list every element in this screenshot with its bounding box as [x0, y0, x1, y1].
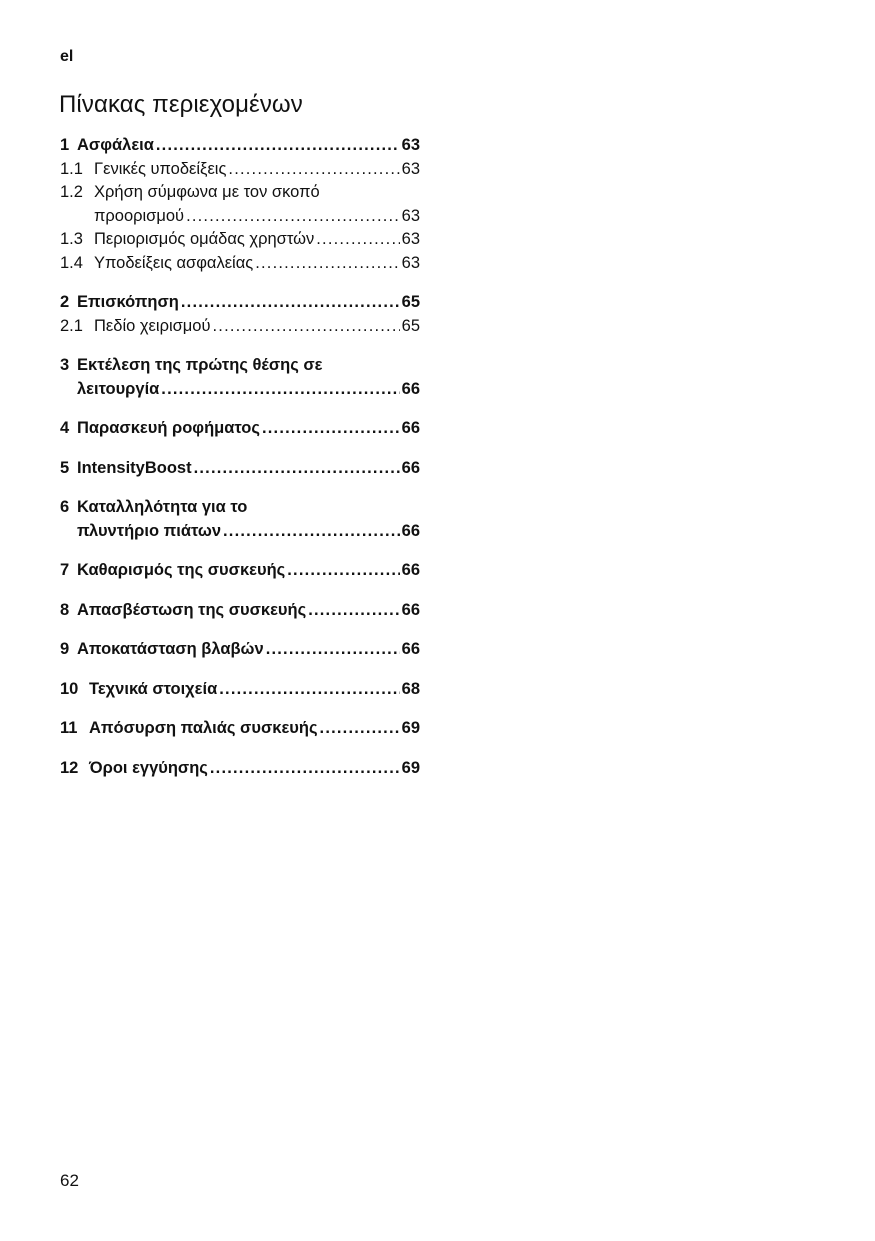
toc-label: Ασφάλεια: [77, 136, 154, 154]
toc-entry-3[interactable]: [60, 354, 420, 378]
toc-entry-1-4[interactable]: [60, 252, 420, 276]
toc-entry-2[interactable]: [60, 291, 420, 315]
toc-number: 12: [60, 758, 79, 777]
toc-number: 9: [60, 640, 70, 658]
toc-number: 1.4: [60, 253, 83, 272]
toc-page: 66: [401, 458, 420, 477]
toc-entry-8[interactable]: [60, 599, 420, 623]
leader-dots: [223, 520, 400, 544]
toc-label: Εκτέλεση της πρώτης θέσης σε: [77, 356, 323, 374]
toc-number: 1: [60, 136, 70, 154]
toc-page: 65: [401, 293, 420, 311]
leader-dots: [320, 717, 400, 741]
toc-entry-1-1[interactable]: [60, 158, 420, 182]
toc-entry-1-3[interactable]: [60, 228, 420, 252]
leader-dots: [255, 252, 399, 276]
toc-label: Αποκατάσταση βλαβών: [77, 640, 264, 658]
leader-dots: [262, 417, 400, 441]
leader-dots: [316, 228, 399, 252]
toc-entry-4[interactable]: [60, 417, 420, 441]
toc-label: Όροι εγγύησης: [89, 758, 208, 777]
toc-number: 7: [60, 561, 70, 579]
toc-page: 66: [401, 561, 420, 579]
leader-dots: [210, 757, 400, 781]
toc-label: Παρασκευή ροφήματος: [77, 419, 260, 437]
toc-label: Χρήση σύμφωνα με τον σκοπό: [94, 183, 320, 201]
toc-number: 11: [60, 719, 78, 737]
toc-label: Τεχνικά στοιχεία: [89, 679, 218, 698]
toc-label: Καταλληλότητα για το: [77, 498, 248, 516]
toc-number: 4: [60, 419, 70, 437]
toc-entry-1-2-cont[interactable]: [60, 205, 420, 229]
toc-page: 66: [401, 419, 420, 437]
leader-dots: [266, 638, 400, 662]
toc-label: Καθαρισμός της συσκευής: [77, 561, 286, 579]
toc-page: 63: [401, 206, 420, 225]
toc-label-continued: πλυντήριο πιάτων: [77, 521, 222, 540]
toc-page: 69: [401, 719, 420, 737]
toc-entry-6[interactable]: [60, 496, 420, 520]
toc-label: Απόσυρση παλιάς συσκευής: [89, 719, 318, 737]
toc-label: Γενικές υποδείξεις: [94, 159, 227, 178]
toc-number: 1.1: [60, 159, 83, 178]
toc-label: Απασβέστωση της συσκευής: [77, 600, 307, 619]
toc-label: Επισκόπηση: [77, 293, 179, 311]
page-title: Πίνακας περιεχομένων: [59, 91, 303, 118]
toc-label-continued: προορισμού: [94, 206, 185, 225]
toc-number: 1.3: [60, 230, 83, 248]
toc-number: 8: [60, 600, 70, 619]
toc-label: IntensityBoost: [77, 458, 192, 477]
toc-number: 5: [60, 458, 70, 477]
toc-entry-2-1[interactable]: [60, 315, 420, 339]
toc-number: 2: [60, 293, 70, 311]
toc-page: 69: [401, 758, 420, 777]
toc-page: 65: [401, 316, 420, 335]
toc-number: 10: [60, 679, 79, 698]
toc-number: 1.2: [60, 183, 83, 201]
toc-page: 63: [401, 136, 420, 154]
toc-page: 68: [401, 679, 420, 698]
toc-label-continued: λειτουργία: [77, 379, 160, 398]
toc-page: 66: [401, 640, 420, 658]
toc-entry-1[interactable]: [60, 134, 420, 158]
leader-dots: [219, 678, 399, 702]
toc-number: 2.1: [60, 316, 83, 335]
leader-dots: [308, 599, 399, 623]
leader-dots: [194, 457, 400, 481]
toc-entry-11[interactable]: [60, 717, 420, 741]
toc-page: 66: [401, 600, 420, 619]
toc-page: 63: [401, 253, 420, 272]
page-number: 62: [60, 1171, 79, 1190]
toc-label: Υποδείξεις ασφαλείας: [94, 253, 254, 272]
toc-entry-1-2[interactable]: [60, 181, 420, 205]
toc-label: Πεδίο χειρισμού: [94, 316, 211, 335]
toc-number: 6: [60, 498, 70, 516]
toc-page: 63: [401, 230, 420, 248]
toc-entry-10[interactable]: [60, 678, 420, 702]
toc-entry-5[interactable]: [60, 457, 420, 481]
leader-dots: [156, 134, 400, 158]
table-of-contents: [60, 134, 420, 780]
leader-dots: [186, 205, 400, 229]
language-code: el: [60, 48, 74, 65]
leader-dots: [287, 559, 399, 583]
toc-entry-3-cont[interactable]: [60, 378, 420, 402]
toc-page: 63: [401, 159, 420, 178]
leader-dots: [213, 315, 400, 339]
toc-entry-9[interactable]: [60, 638, 420, 662]
leader-dots: [228, 158, 399, 182]
toc-entry-7[interactable]: [60, 559, 420, 583]
toc-entry-12[interactable]: [60, 757, 420, 781]
leader-dots: [161, 378, 399, 402]
toc-number: 3: [60, 356, 70, 374]
toc-entry-6-cont[interactable]: [60, 520, 420, 544]
toc-page: 66: [401, 521, 420, 540]
toc-label: Περιορισμός ομάδας χρηστών: [94, 230, 315, 248]
toc-page: 66: [401, 379, 420, 398]
leader-dots: [181, 291, 400, 315]
